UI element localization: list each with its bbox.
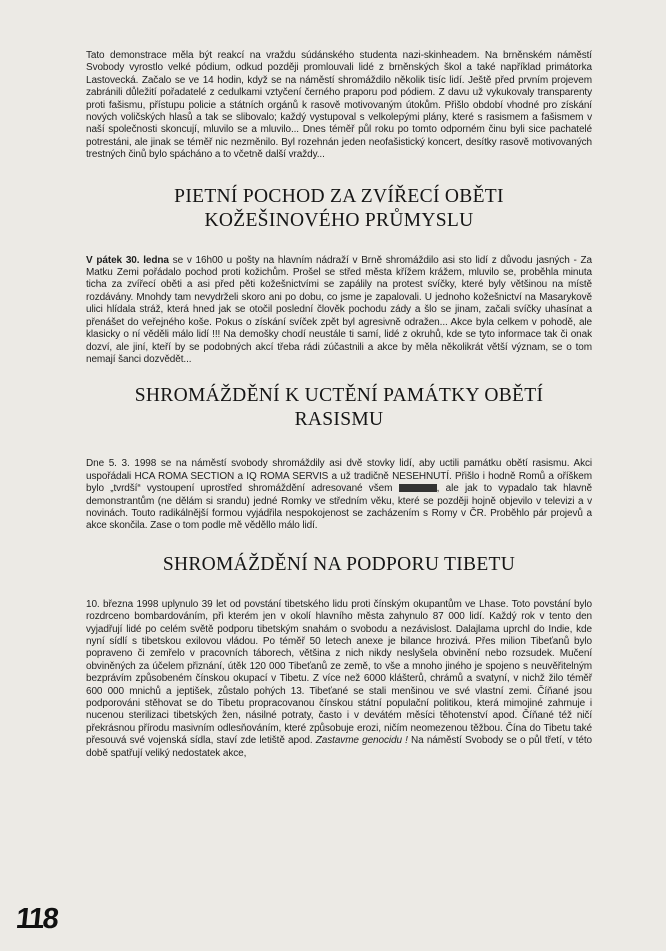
tibet-body-2: Na náměstí Svobody se o půl třetí, v této době spatřují veliký nedostatek akce, — [86, 735, 592, 759]
tibet-paragraph — [86, 599, 592, 760]
fur-march-paragraph — [86, 255, 592, 367]
page-number: 118 — [14, 903, 59, 935]
heading-fur-march-line2: KOŽEŠINOVÉHO PRŮMYSLU — [204, 209, 474, 231]
racism-victims-body-1: Dne 5. 3. 1998 se na náměstí svobody shromáždily asi dvě stovky lidí, aby uctili památku obětí rasismu. Akci uspořádali HCA ROMA SECTION a IQ ROMA SERVIS a už tradičně NESEHNUTÍ. Přišlo i hodně Romů a oříškem bylo „tvrdší“ vystoupení uprostřed shromáždění adresované všem — [86, 458, 592, 495]
heading-fur-march-line1: PIETNÍ POCHOD ZA ZVÍŘECÍ OBĚTI — [174, 185, 504, 207]
racism-victims-paragraph — [86, 458, 592, 532]
text-column — [86, 50, 592, 760]
heading-racism-victims-line1: SHROMÁŽDĚNÍ K UCTĚNÍ PAMÁTKY OBĚTÍ — [134, 385, 544, 407]
fur-march-date: V pátek 30. ledna — [86, 254, 169, 266]
tibet-slogan: Zastavme genocidu ! — [315, 735, 408, 747]
redacted-mark — [399, 484, 437, 492]
intro-paragraph: Tato demonstrace měla být reakcí na vraždu súdánského studenta nazi-skinheadem. Na brněnském náměstí Svobody vyrostlo velké pódium, odkud později promlouvali lidé z brněnských škol a také například primátorka Lastovecká. Začalo se ve 14 hodin, když se na náměstí shromáždilo několik tisíc lidí. Ještě před prvním projevem zabránili důležití pořadatelé z cedulkami vztyčení černého praporu pod pódiem. Z davu už vykukovaly transparenty proti fašismu, přístupu policie a státních orgánů k rasově motivovaným útokům. Přišlo období vhodné pro získání nových voličských hlasů a tak se slibovalo; každý vystupoval s velkolepými plány, které s rasismem a fašismem v naší společnosti skoncují, mluvilo se a mluvilo... Dnes téměř půl roku po tomto odporném činu byli sice pachatelé potrestáni, ale jinak se téměř nic nezměnilo. Byl rozehnán jeden neofašistický koncert, desítky rasově motivovaných trestných činů bylo spácháno a to včetně další vraždy... — [86, 50, 592, 161]
heading-fur-march — [86, 185, 592, 233]
fur-march-body: se v 16h00 u pošty na hlavním nádraží v Brně shromáždilo asi sto lidí z důvodu jasných - Za Matku Zemi pořádalo pochod proti kožichům. Prošel se střed města křížem krážem, mluvilo se, proběhla minuta ticha za zvířecí oběti a asi před pěti kožešnictvími se zapálily na protest svíčky, které byly většinou na místě rozdávány. Mnohdy tam nevydrželi skoro ani po dobu, co jsme je zapalovali. U jednoho kožešnictví na Masarykově ulici hlídala stráž, která hned jak se otočil poslední člověk pochodu zády a šlo se jinam, začali svíčky uhasínat a přenášet do veřejného koše. Pokus o získání svíček zpět byl agresivně odražen... Akce byla celkem v pohodě, ale klasicky o ní věděli málo lidí !!! Na demošky chodí neustále ti samí, lidé z okruhů, kde se tyto informace tak či onak dozví, ale jiní, kteří by se podobných akcí třeba rádi zúčastnili a akce by měla několikrát větší význam, se o tom nemají šanci dozvědět... — [86, 254, 592, 365]
tibet-body-1: 10. března 1998 uplynulo 39 let od povstání tibetského lidu proti čínským okupantům ve Lhase. Toto povstání bylo rozdrceno bombardováním, při kterém jen v okolí hlavního města zahynulo 87 000 lidí. Každý rok v tento den vyjadřují lidé po celém světě podporu tibetským snahám o svobodu a nezávislost. Dalajlama uprchl do Indie, kde nyní sídlí s tibetskou exilovou vládou. Po téměř 50 letech anexe je bilance hrozivá. Přes milion Tibeťanů bylo popraveno či zemřelo v pracovních táborech, většina z nich nikdy neslyšela obvinění nebo rozsudek. Mučení obviněných za účelem přiznání, útěk 120 000 Tibeťanů ze země, to vše a mnoho jiného je spojeno s neuvěřitelným bezprávím způsobeném čínskou okupací v Tibetu. Z více než 6000 klášterů, chrámů a svatyní, v nichž žilo téměř 600 000 mnichů a jeptišek, zůstalo pohých 13. Tibeťané se stali menšinou ve své vlastní zemi. Číňané jsou podporováni stěhovat se do Tibetu propracovanou čínskou státní populační politikou, která mimojiné zahrnuje i nucenou sterilizaci tibetských žen, násilné potraty, často i v devátém měsíci těhotenství apod. Číňané též ničí překrásnou přírodu masivním odlesňováním, které způsobuje erozi, ničím neomezenou těžbou. Čína do Tibetu také přesouvá své vojenská sídla, staví zde letiště apod. — [86, 598, 592, 747]
heading-racism-victims-line2: RASISMU — [294, 409, 384, 431]
heading-racism-victims — [86, 384, 592, 432]
racism-victims-body-2: , ale jak to vypadalo tak hlavně demonstrantům (ne dělám si srandu) jedné Romky ve středním věku, které se později hojně objevilo v televizi a v novinách. Touto radikálnější formou vyjádřila nespokojenost se zacházením s Romy v ČR. Proběhlo pár projevů a akce skončila. Zase o tom podle mě věděllo málo lidí. — [86, 483, 593, 532]
heading-tibet: SHROMÁŽDĚNÍ NA PODPORU TIBETU — [162, 553, 516, 575]
